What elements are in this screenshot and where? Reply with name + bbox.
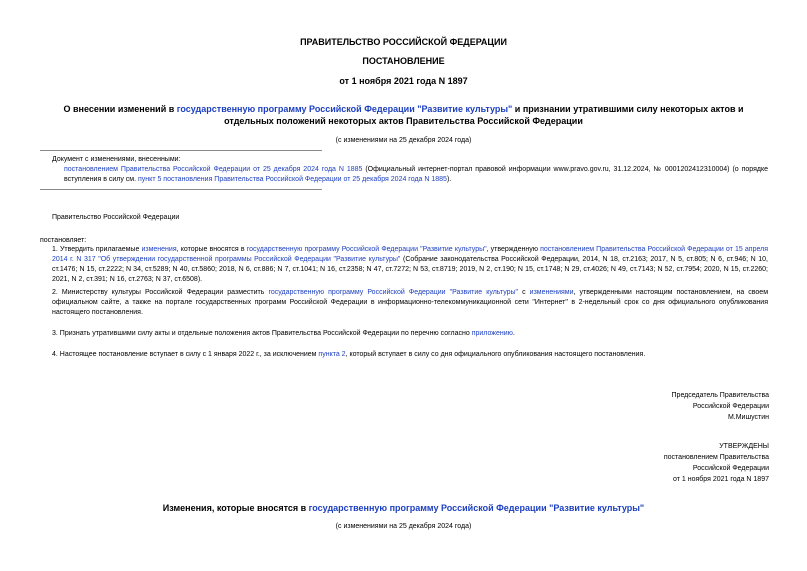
paragraph-4 (52, 350, 768, 360)
p1-text-1: 1. Утвердить прилагаемые (52, 246, 142, 253)
amendment-text-1: (Официальный интернет-портал правовой информации www.pravo.gov.ru, 31.12.2024, № 0001202412310004) (о порядке вступления в силу см. (64, 166, 769, 183)
document-date-number: от 1 ноября 2021 года N 1897 (339, 76, 468, 86)
title-text-2: и признании утратившими силу некоторых актов и отдельных положений некоторых актов Правительства Российской Федерации (224, 104, 744, 126)
p2-text-3: , утвержденными настоящим постановлением, на своем официальном сайте, а также на портале государственных программ Российской Федерации в информационно-телекоммуникационной сети "Интернет" в 2-недельный срок со дня официального опубликования настоящего постановления. (52, 289, 769, 316)
government-heading: ПРАВИТЕЛЬСТВО РОССИЙСКОЙ ФЕДЕРАЦИИ (300, 37, 507, 47)
amendments-list-item (52, 165, 768, 185)
p3-annex-link[interactable]: приложению (471, 330, 513, 337)
annex-revision-note: (с изменениями на 25 декабря 2024 года) (335, 523, 472, 530)
annex-title (0, 503, 807, 513)
signature-name: М.Мишустин (727, 414, 769, 421)
signature-line-2: Российской Федерации (692, 403, 769, 410)
annex-program-link[interactable]: государственную программу Российской Федерации "Развитие культуры" (308, 503, 645, 513)
p4-clause-link[interactable]: пункта 2 (318, 351, 346, 358)
title-text-1: О внесении изменений в (63, 104, 177, 114)
amendment-text-2: ). (446, 176, 452, 183)
p2-text-2: с (518, 289, 530, 296)
approved-line-4: от 1 ноября 2021 года N 1897 (673, 476, 769, 483)
approved-line-2: постановлением Правительства (663, 454, 769, 461)
p1-text-3: , утвержденную (486, 246, 541, 253)
p1-text-2: , которые вносятся в (176, 246, 247, 253)
paragraph-2 (52, 288, 768, 318)
title-program-link[interactable]: государственную программу Российской Федерации "Развитие культуры" (176, 104, 513, 114)
revision-note: (с изменениями на 25 декабря 2024 года) (335, 137, 472, 144)
issuer-line: Правительство Российской Федерации (52, 214, 180, 221)
p1-text-4: (Собрание законодательства Российской Федерации, 2014, N 18, ст.2163; 2017, N 5, ст.805; N 6, ст.946; N 10, ст.1476; N 15, ст.2222; N 34, ст.5289; N 40, ст.5860; 2018, N 6, ст.886; N 7, ст.1041; N 16, ст.2358; N 47, ст.7272; N 53, ст.8719; 2019, N 2, ст.190; N 15, ст.1748; N 29, ст.4026; N 49, ст.7143; N 52, ст.7954; 2020, N 15, ст.2260; 2021, N 2, ст.391; N 16, ст.2763; N 37, ст.6508). (52, 256, 769, 283)
resolves-line: постановляет: (40, 237, 87, 244)
amendments-intro: Документ с изменениями, внесенными: (52, 156, 181, 163)
annex-title-text-1: Изменения, которые вносятся в (162, 503, 309, 513)
amendment-effective-link[interactable]: пункт 5 постановления Правительства Российской Федерации от 25 декабря 2024 года N 1885 (138, 176, 447, 183)
signature-block (672, 390, 769, 423)
p2-program-link[interactable]: государственную программу Российской Федерации "Развитие культуры" (268, 289, 519, 296)
approved-line-1: УТВЕРЖДЕНЫ (719, 443, 769, 450)
amendment-resolution-link[interactable]: постановлением Правительства Российской Федерации от 25 декабря 2024 года N 1885 (64, 166, 363, 173)
amendments-block (52, 155, 768, 185)
p2-text-1: 2. Министерству культуры Российской Федерации разместить (52, 289, 269, 296)
p3-text-2: . (512, 330, 515, 337)
paragraph-3 (52, 329, 768, 339)
p3-text-1: 3. Признать утратившими силу акты и отдельные положения актов Правительства Российской Федерации по перечню согласно (52, 330, 472, 337)
p1-changes-link[interactable]: изменения (141, 246, 177, 253)
approved-block (664, 441, 769, 485)
approved-line-3: Российской Федерации (692, 465, 769, 472)
amendments-bottom-rule (40, 189, 322, 190)
paragraph-1 (52, 245, 768, 285)
p4-text-1: 4. Настоящее постановление вступает в силу с 1 января 2022 г., за исключением (52, 351, 319, 358)
amendments-top-rule (40, 150, 322, 151)
signature-line-1: Председатель Правительства (671, 392, 769, 399)
p2-changes-link[interactable]: изменениями (529, 289, 574, 296)
document-type-heading: ПОСТАНОВЛЕНИЕ (362, 56, 445, 66)
p4-text-2: , который вступает в силу со дня официального опубликования настоящего постановления. (345, 351, 646, 358)
document-title (40, 103, 767, 127)
p1-resolution-link[interactable]: постановлением Правительства Российской Федерации от 15 апреля 2014 г. N 317 "Об утверждении государственной программы Российской Федерации "Развитие культуры" (52, 246, 769, 263)
p1-program-link[interactable]: государственную программу Российской Федерации "Развитие культуры" (246, 246, 487, 253)
